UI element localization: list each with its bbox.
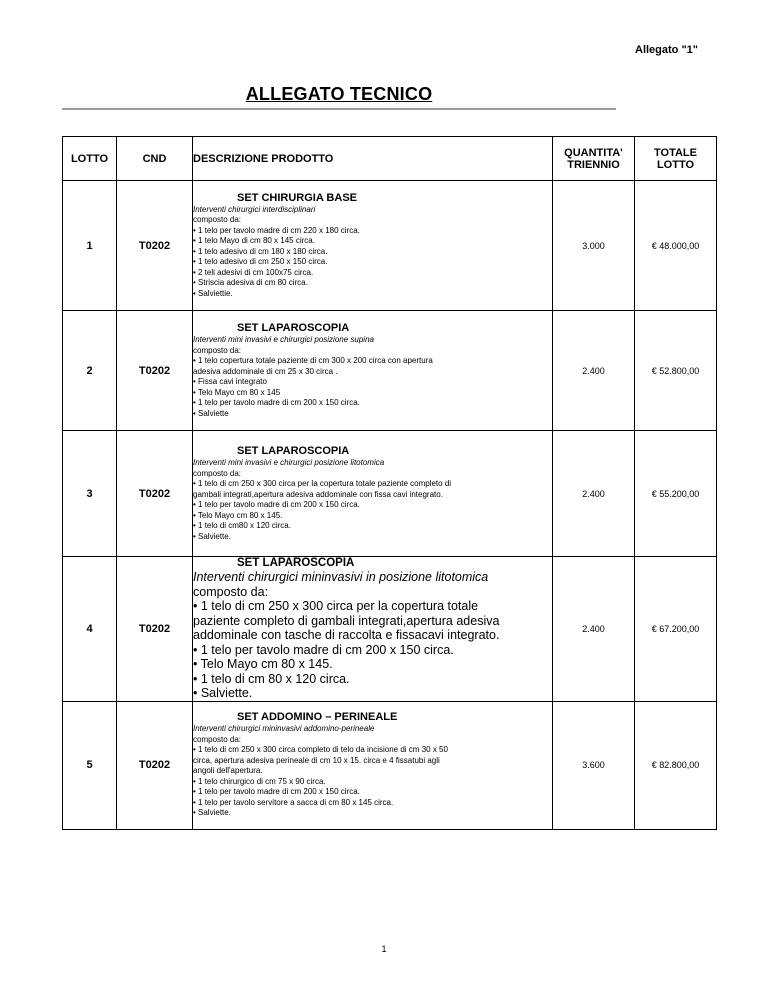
set-title: SET CHIRURGIA BASE (237, 191, 357, 204)
col-header-lotto: LOTTO (63, 137, 117, 181)
totale-cell: € 55.200,00 (635, 431, 717, 557)
description-cell (193, 311, 553, 431)
col-header-cnd: CND (117, 137, 193, 181)
table-row (63, 701, 717, 829)
component-line: • Telo Mayo cm 80 x 145. (193, 510, 283, 520)
description-cell (193, 701, 553, 829)
component-line: composto da: (193, 734, 242, 744)
description-cell (193, 431, 553, 557)
component-line: • 1 telo di cm 250 x 300 circa per la copertura totale paziente completo di (193, 479, 452, 488)
quantita-cell: 2.400 (553, 311, 635, 431)
page-title: ALLEGATO TECNICO (245, 84, 433, 104)
page-number: 1 (381, 944, 387, 954)
component-line: • 1 telo per tavolo madre di cm 200 x 150 circa. (193, 787, 360, 797)
quantita-cell: 2.400 (553, 431, 635, 557)
component-line: composto da: (193, 215, 242, 225)
set-title: SET LAPAROSCOPIA (237, 445, 350, 457)
component-line: circa, apertura adesiva perineale di cm 10 x 15. circa e 4 fissatubi agli (193, 755, 440, 765)
totale-cell: € 67.200,00 (635, 557, 717, 702)
component-line: • 1 telo di cm 250 x 300 circa completo di telo da incisione di cm 30 x 50 (193, 745, 448, 755)
component-line: • 1 telo per tavolo madre di cm 220 x 180 circa. (193, 225, 360, 235)
component-line: • 1 telo per tavolo madre di cm 200 x 150 circa. (193, 642, 454, 657)
component-line: • 1 telo per tavolo servitore a sacca di cm 80 x 145 circa. (193, 797, 394, 807)
table-row (63, 311, 717, 431)
component-line: composto da: (193, 468, 242, 478)
lotto-cell: 5 (63, 701, 117, 829)
table-header-row (63, 137, 717, 181)
component-line: • 1 telo di cm 80 x 120 circa. (193, 671, 350, 686)
set-subtitle: Interventi chirurgici interdisciplinari (193, 204, 316, 214)
component-line: • Fissa cavi integrato (193, 377, 267, 386)
col-header-descrizione: DESCRIZIONE PRODOTTO (193, 137, 533, 181)
table-row (63, 557, 717, 702)
cnd-cell: T0202 (117, 431, 193, 557)
component-line: • 1 telo copertura totale paziente di cm 300 x 200 circa con apertura (193, 356, 433, 365)
set-title: SET LAPAROSCOPIA (237, 557, 355, 569)
component-line: • Salviette. (193, 686, 253, 700)
cnd-cell: T0202 (117, 701, 193, 829)
col-header-spacer (533, 137, 553, 181)
component-line: addominale con tasche di raccolta e fissacavi integrato. (193, 628, 500, 642)
component-line: • 1 telo adesivo di cm 180 x 180 circa. (193, 246, 328, 256)
component-line: • 1 telo adesivo di cm 250 x 150 circa. (193, 257, 328, 267)
component-line: angoli dell'apertura. (193, 766, 263, 776)
set-title: SET LAPAROSCOPIA (237, 322, 350, 334)
component-line: • Salviette. (193, 808, 231, 818)
component-line: • Salviette. (193, 531, 231, 541)
component-line: • 1 telo di cm80 x 120 circa. (193, 521, 291, 530)
lotto-cell: 3 (63, 431, 117, 557)
totale-cell: € 82.800,00 (635, 701, 717, 829)
col-header-totale: TOTALE LOTTO (635, 137, 717, 181)
component-line: paziente completo di gambali integrati,apertura adesiva (193, 613, 500, 628)
set-subtitle: Interventi chirurgici mininvasivi in posizione litotomica (193, 570, 489, 584)
component-line: • Telo Mayo cm 80 x 145. (193, 657, 333, 671)
lotto-cell: 4 (63, 557, 117, 702)
component-line: composto da: (193, 584, 269, 599)
cnd-cell: T0202 (117, 181, 193, 311)
totale-cell: € 48.000,00 (635, 181, 717, 311)
component-line: • Striscia adesiva di cm 80 circa. (193, 278, 308, 288)
title-divider (62, 108, 616, 110)
component-line: • 1 telo di cm 250 x 300 circa per la copertura totale (193, 599, 479, 613)
component-line: • 1 telo Mayo di cm 80 x 145 circa. (193, 236, 315, 246)
set-subtitle: Interventi chirurgici mininvasivi addomino-perineale (193, 724, 375, 734)
product-table (62, 136, 717, 830)
set-subtitle: Interventi mini invasivi e chirurgici posizione supina (193, 335, 374, 344)
component-line: • 2 teli adesivi di cm 100x75 circa. (193, 267, 314, 277)
component-line: composto da: (193, 345, 242, 355)
quantita-cell: 2.400 (553, 557, 635, 702)
component-line: • Salviette (193, 408, 229, 418)
component-line: • Salviettie. (193, 288, 233, 298)
component-line: • 1 telo chirurgico di cm 75 x 90 circa. (193, 776, 326, 786)
table-row (63, 431, 717, 557)
totale-cell: € 52.800,00 (635, 311, 717, 431)
component-line: • 1 telo per tavolo madre di cm 200 x 150 circa. (193, 500, 360, 509)
description-cell (193, 557, 553, 702)
allegato-label: Allegato "1" (635, 44, 698, 56)
description-cell (193, 181, 553, 311)
component-line: gambali integrati,apertura adesiva addominale con fissa cavi integrato. (193, 489, 443, 499)
col-header-quantita: QUANTITA' TRIENNIO (553, 137, 635, 181)
cnd-cell: T0202 (117, 557, 193, 702)
quantita-cell: 3.600 (553, 701, 635, 829)
set-title: SET ADDOMINO – PERINEALE (237, 711, 398, 724)
component-line: • Telo Mayo cm 80 x 145 (193, 387, 281, 397)
lotto-cell: 1 (63, 181, 117, 311)
quantita-cell: 3.000 (553, 181, 635, 311)
lotto-cell: 2 (63, 311, 117, 431)
table-row (63, 181, 717, 311)
cnd-cell: T0202 (117, 311, 193, 431)
component-line: • 1 telo per tavolo madre di cm 200 x 150 circa. (193, 398, 360, 407)
set-subtitle: Interventi mini invasivi e chirurgici posizione litotomica (193, 458, 385, 467)
component-line: adesiva addominale di cm 25 x 30 circa . (193, 366, 338, 376)
